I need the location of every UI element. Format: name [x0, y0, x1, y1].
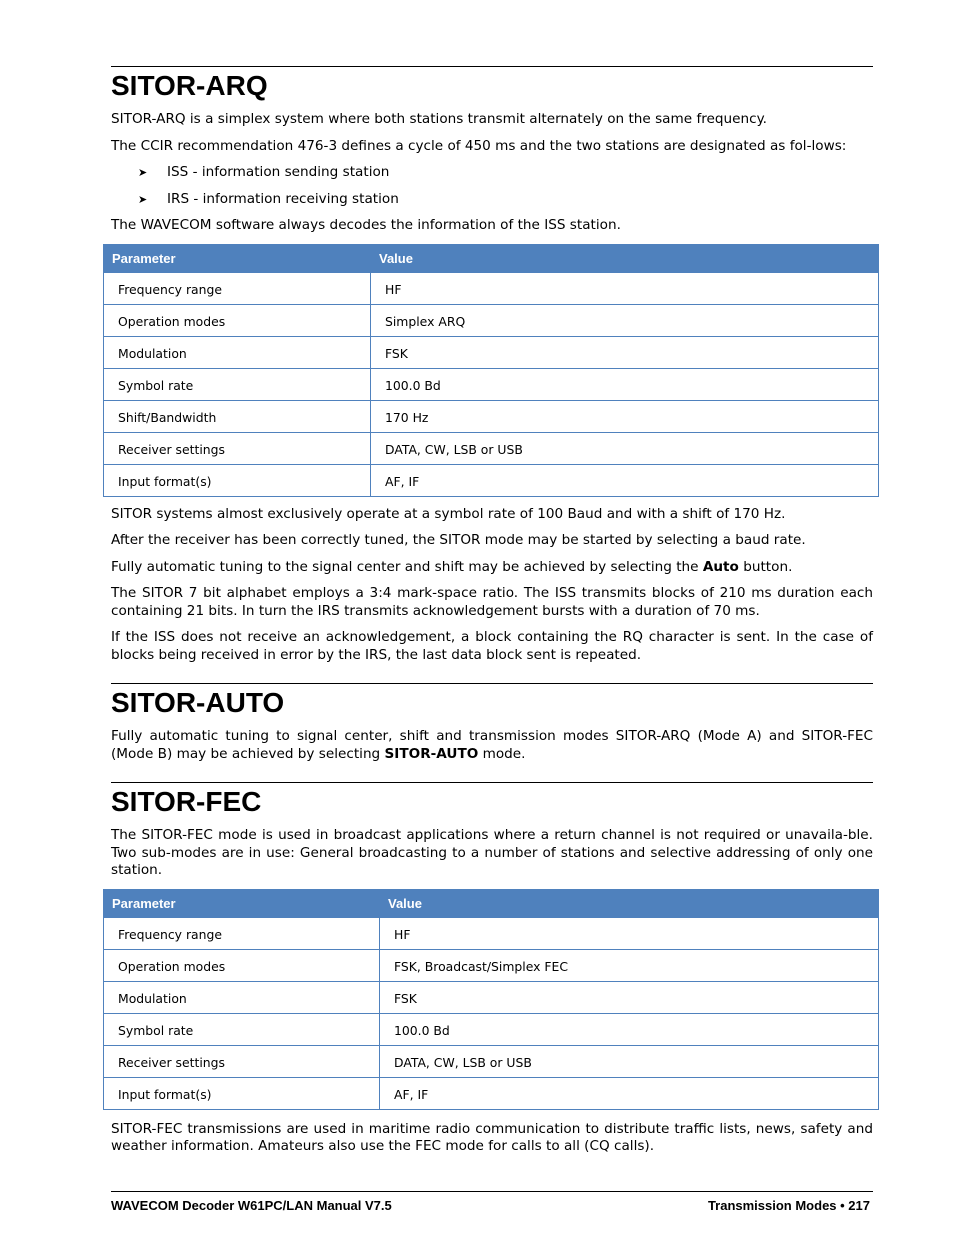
parameter-table-arq	[103, 244, 879, 497]
bullet-item	[111, 164, 873, 181]
table-cell: AF, IF	[371, 464, 879, 496]
paragraph: The CCIR recommendation 476-3 defines a cycle of 450 ms and the two stations are designated as fol-lows:	[111, 137, 847, 154]
table-cell: Modulation	[104, 336, 371, 368]
text-run: Fully automatic tuning to signal center, shift and transmission modes SITOR-ARQ (Mode A) and SITOR-FEC (Mode B) may be achieved by selecting	[111, 728, 873, 762]
table-cell: 100.0 Bd	[380, 1013, 879, 1045]
table-row	[104, 1013, 879, 1045]
paragraph: The SITOR-FEC mode is used in broadcast applications where a return channel is not required or unavaila-ble. Two sub-modes are in use: General broadcasting to a number of stations and selective addressing of only one station.	[111, 827, 873, 878]
section-title-sitor-arq: SITOR-ARQ	[111, 70, 268, 101]
text-run: Fully automatic tuning to the signal center and shift may be achieved by selecting the	[111, 558, 703, 575]
table-cell: Symbol rate	[104, 1013, 380, 1045]
table-cell: FSK	[380, 981, 879, 1013]
table-row	[104, 400, 879, 432]
table-cell: Input format(s)	[104, 464, 371, 496]
table-row	[104, 949, 879, 981]
table-cell: 100.0 Bd	[371, 368, 879, 400]
table-header-cell: Value	[371, 244, 879, 272]
table-cell: Modulation	[104, 981, 380, 1013]
paragraph: SITOR systems almost exclusively operate at a symbol rate of 100 Baud and with a shift of 170 Hz.	[111, 505, 786, 522]
paragraph: After the receiver has been correctly tuned, the SITOR mode may be started by selecting a baud rate.	[111, 532, 806, 548]
paragraph: SITOR-FEC transmissions are used in maritime radio communication to distribute traffic lists, news, safety and weather information. Amateurs also use the FEC mode for calls to all (CQ calls).	[111, 1120, 873, 1154]
table-cell: Receiver settings	[104, 1045, 380, 1077]
text-run: button.	[738, 558, 793, 575]
table-cell: 170 Hz	[371, 400, 879, 432]
paragraph: If the ISS does not receive an acknowledgement, a block containing the RQ character is sent. In the case of blocks being received in error by the IRS, the last data block sent is repeated.	[111, 629, 873, 663]
table-row	[104, 304, 879, 336]
paragraph: The SITOR 7 bit alphabet employs a 3:4 mark-space ratio. The ISS transmits blocks of 210 ms duration each containing 21 bits. In turn the IRS transmits acknowledgement bursts with a duration of 70 ms.	[111, 585, 873, 619]
table-header-cell: Value	[380, 889, 879, 917]
table-cell: Symbol rate	[104, 368, 371, 400]
table-row	[104, 464, 879, 496]
table-header-row	[104, 244, 879, 272]
table-row	[104, 917, 879, 949]
arrow-bullet-icon: ➤	[138, 193, 148, 206]
arrow-bullet-icon: ➤	[138, 166, 148, 179]
table-cell: Shift/Bandwidth	[104, 400, 371, 432]
table-row	[104, 1077, 879, 1109]
footer-manual-title: WAVECOM Decoder W61PC/LAN Manual V7.5	[111, 1198, 392, 1213]
table-row	[104, 336, 879, 368]
footer-section-page: Transmission Modes • 217	[707, 1198, 870, 1213]
section-title-sitor-auto: SITOR-AUTO	[111, 687, 285, 718]
table-cell: Operation modes	[104, 304, 371, 336]
text-run: mode.	[478, 745, 526, 762]
table-cell: Operation modes	[104, 949, 380, 981]
table-cell: FSK, Broadcast/Simplex FEC	[380, 949, 879, 981]
table-row	[104, 368, 879, 400]
table-cell: FSK	[371, 336, 879, 368]
paragraph	[111, 559, 873, 577]
bold-term-sitor-auto: SITOR-AUTO	[384, 745, 479, 762]
table-row	[104, 432, 879, 464]
table-cell: HF	[380, 917, 879, 949]
table-row	[104, 272, 879, 304]
bullet-text: IRS - information receiving station	[167, 191, 399, 207]
table-cell: Frequency range	[104, 917, 380, 949]
bullet-text: ISS - information sending station	[167, 164, 390, 180]
section-title-sitor-fec: SITOR-FEC	[111, 786, 262, 817]
table-cell: AF, IF	[380, 1077, 879, 1109]
paragraph	[111, 728, 873, 763]
table-row	[104, 981, 879, 1013]
table-cell: HF	[371, 272, 879, 304]
table-cell: Input format(s)	[104, 1077, 380, 1109]
table-cell: DATA, CW, LSB or USB	[371, 432, 879, 464]
paragraph: SITOR-ARQ is a simplex system where both stations transmit alternately on the same frequency.	[111, 111, 768, 127]
table-row	[104, 1045, 879, 1077]
page-content	[111, 66, 873, 1156]
bold-term-auto: Auto	[702, 558, 739, 575]
table-cell: Receiver settings	[104, 432, 371, 464]
table-header-row	[104, 889, 879, 917]
table-cell: DATA, CW, LSB or USB	[380, 1045, 879, 1077]
table-cell: Simplex ARQ	[371, 304, 879, 336]
table-header-cell: Parameter	[104, 889, 380, 917]
table-cell: Frequency range	[104, 272, 371, 304]
parameter-table-fec	[103, 889, 879, 1110]
paragraph: The WAVECOM software always decodes the information of the ISS station.	[111, 217, 621, 233]
bullet-item	[111, 191, 873, 208]
page-footer	[111, 1191, 873, 1213]
table-header-cell: Parameter	[104, 244, 371, 272]
